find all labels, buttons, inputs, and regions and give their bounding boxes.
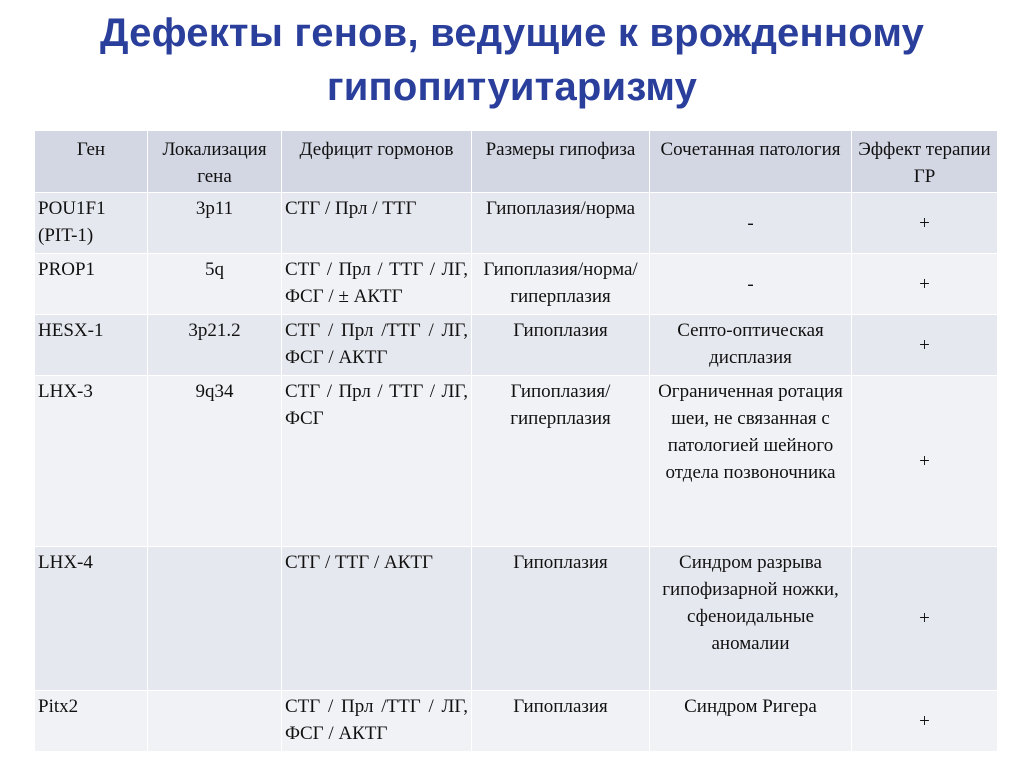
cell-gene: LHX-3 xyxy=(35,376,148,547)
header-location: Локализация гена xyxy=(148,131,282,193)
cell-gene: POU1F1 (PIT-1) xyxy=(35,193,148,254)
cell-gene: LHX-4 xyxy=(35,547,148,691)
cell-deficit: СТГ / Прл /ТТГ / ЛГ, ФСГ / АКТГ xyxy=(282,691,472,752)
cell-location: 3p21.2 xyxy=(148,315,282,376)
header-pathology: Сочетанная патология xyxy=(650,131,852,193)
cell-deficit: СТГ / Прл / ТТГ / ЛГ, ФСГ xyxy=(282,376,472,547)
header-effect: Эффект терапии ГР xyxy=(852,131,998,193)
cell-pathology: Синдром разрыва гипофизарной ножки, сфеноидальные аномалии xyxy=(650,547,852,691)
cell-gene: Pitx2 xyxy=(35,691,148,752)
header-deficit: Дефицит гормонов xyxy=(282,131,472,193)
cell-location: 5q xyxy=(148,254,282,315)
cell-pathology: Ограниченная ротация шеи, не связанная с патологией шейного отдела позвоночника xyxy=(650,376,852,547)
cell-effect: + xyxy=(852,254,998,315)
cell-location: 3p11 xyxy=(148,193,282,254)
cell-deficit: СТГ / Прл / ТТГ xyxy=(282,193,472,254)
cell-size: Гипоплазия/норма xyxy=(472,193,650,254)
cell-gene: PROP1 xyxy=(35,254,148,315)
header-size: Размеры гипофиза xyxy=(472,131,650,193)
cell-size: Гипоплазия xyxy=(472,691,650,752)
cell-size: Гипоплазия/гиперплазия xyxy=(472,376,650,547)
cell-effect: + xyxy=(852,315,998,376)
cell-deficit: СТГ / ТТГ / АКТГ xyxy=(282,547,472,691)
table-row xyxy=(35,315,998,376)
slide-title-line-1: Дефекты генов, ведущие к врожденному xyxy=(99,11,925,55)
cell-location xyxy=(148,547,282,691)
cell-pathology: - xyxy=(650,193,852,254)
cell-effect: + xyxy=(852,193,998,254)
cell-size: Гипоплазия xyxy=(472,315,650,376)
cell-effect: + xyxy=(852,376,998,547)
cell-size: Гипоплазия/норма/гиперплазия xyxy=(472,254,650,315)
table-row xyxy=(35,376,998,547)
cell-size: Гипоплазия xyxy=(472,547,650,691)
header-gene: Ген xyxy=(35,131,148,193)
table-row xyxy=(35,691,998,752)
gene-defects-table xyxy=(34,130,998,752)
cell-deficit: СТГ / Прл /ТТГ / ЛГ, ФСГ / АКТГ xyxy=(282,315,472,376)
table-row xyxy=(35,547,998,691)
table-header-row xyxy=(35,131,998,193)
cell-deficit: СТГ / Прл / ТТГ / ЛГ, ФСГ / ± АКТГ xyxy=(282,254,472,315)
cell-gene: HESX-1 xyxy=(35,315,148,376)
cell-pathology: Синдром Ригера xyxy=(650,691,852,752)
table-row xyxy=(35,193,998,254)
cell-location: 9q34 xyxy=(148,376,282,547)
slide-title xyxy=(0,6,1024,114)
cell-pathology: - xyxy=(650,254,852,315)
cell-location xyxy=(148,691,282,752)
cell-effect: + xyxy=(852,691,998,752)
cell-effect: + xyxy=(852,547,998,691)
cell-pathology: Септо-оптическая дисплазия xyxy=(650,315,852,376)
table-row xyxy=(35,254,998,315)
slide-title-line-2: гипопитуитаризму xyxy=(326,65,698,109)
